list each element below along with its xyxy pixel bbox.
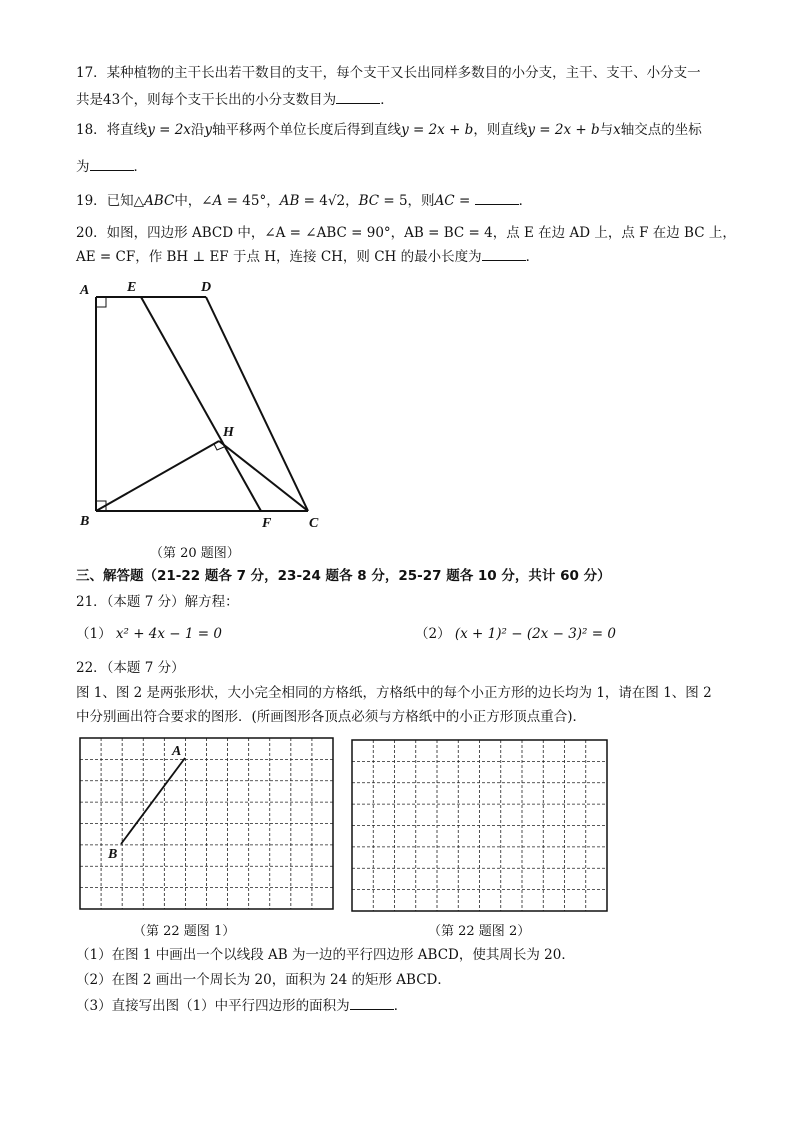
q18-t4: ，则直线 (473, 122, 528, 138)
label-H: H (223, 425, 234, 440)
q20-text: AE = CF，作 BH ⊥ EF 于点 H，连接 CH，则 CH 的最小长度为 (76, 249, 482, 265)
q18-m4: y = 2x + b (527, 122, 600, 138)
q21-part2-eq: (x + 1)² − (2x − 3)² = 0 (454, 626, 616, 642)
q19-t7: = (454, 193, 475, 209)
q19-t1: 19．已知△ (76, 193, 145, 209)
q20-line1: 20．如图，四边形 ABCD 中，∠A = ∠ABC = 90°，AB = BC = 4，点 E 在边 AD 上，点 F 在边 BC 上， (76, 225, 736, 241)
label-B: B (80, 514, 90, 529)
q22-desc2: 中分别画出符合要求的图形．(所画图形各顶点必须与方格纸中的小正方形顶点重合)． (76, 709, 587, 725)
q22-part2: （2）在图 2 画出一个周长为 20，面积为 24 的矩形 ABCD． (76, 972, 451, 988)
q21-part2-label: （2） (415, 626, 451, 642)
q19-t2: 中，∠ (174, 193, 213, 209)
q19-end: ． (518, 193, 533, 209)
q18-t1: 18．将直线 (76, 122, 148, 138)
q18-m1: y = 2x (147, 122, 191, 138)
q21-title: 21．（本题 7 分）解方程： (76, 594, 239, 610)
q22-grid-2[interactable] (352, 740, 607, 911)
q18-m2: y (204, 122, 213, 138)
label-A: A (80, 283, 90, 298)
q18-t7: 为 (76, 159, 90, 175)
q19-m4: BC (358, 193, 380, 209)
q20-caption: （第 20 题图） (150, 546, 240, 561)
q17-line1: 17．某种植物的主干长出若干数目的支干，每个支干又长出同样多数目的小分支，主干、支干、小分支一 (76, 65, 701, 81)
q21-part1-label: （1） (76, 626, 112, 642)
q19-m2: A (212, 193, 223, 209)
grid1-label-A: A (172, 744, 182, 759)
q22-desc1: 图 1、图 2 是两张形状，大小完全相同的方格纸，方格纸中的每个小正方形的边长均为 1，请在图 1、图 2 (76, 685, 712, 701)
q22-title: 22．（本题 7 分） (76, 660, 185, 676)
q22-caption1: （第 22 题图 1） (133, 924, 236, 939)
q19-m5: AC (434, 193, 455, 209)
q19-t4: = 4√2 (299, 193, 346, 209)
q19-t5: ， (345, 193, 359, 209)
q18-m5: x (613, 122, 621, 138)
q22-part1: （1）在图 1 中画出一个以线段 AB 为一边的平行四边形 ABCD，使其周长为 20． (76, 947, 575, 963)
q20-end: ． (525, 249, 540, 265)
q18-m3: y = 2x + b (401, 122, 474, 138)
label-F: F (262, 516, 272, 531)
segment-AB-grid (121, 758, 185, 844)
q21-part1-eq: x² + 4x − 1 = 0 (115, 626, 222, 642)
q17-end: ． (380, 92, 394, 108)
q22-part3-end: ． (393, 998, 408, 1014)
q19-t6: = 5，则 (379, 193, 435, 209)
q18-t5: 与 (599, 122, 614, 138)
section3-heading: 三、解答题（21-22 题各 7 分，23-24 题各 8 分，25-27 题各 10 分，共计 60 分） (76, 568, 611, 584)
q22-answer-blank[interactable] (350, 996, 394, 1010)
q19-t3: = 45°， (222, 193, 280, 209)
q18-t6: 轴交点的坐标 (620, 122, 702, 138)
q19-m3: AB (279, 193, 300, 209)
q18-t3: 轴平移两个单位长度后得到直线 (212, 122, 402, 138)
q18-end: ． (133, 159, 147, 175)
grid1-label-B: B (108, 847, 118, 862)
q19-m1: ABC (144, 193, 175, 209)
q18-t2: 沿 (190, 122, 205, 138)
q22-part3-text: （3）直接写出图（1）中平行四边形的面积为 (76, 998, 350, 1014)
q17-text: 共是43个，则每个支干长出的小分支数目为 (76, 92, 337, 108)
label-D: D (201, 280, 212, 295)
q22-part3 (76, 996, 407, 1015)
label-E: E (127, 280, 137, 295)
q22-caption2: （第 22 题图 2） (428, 924, 531, 939)
label-C: C (309, 516, 319, 531)
